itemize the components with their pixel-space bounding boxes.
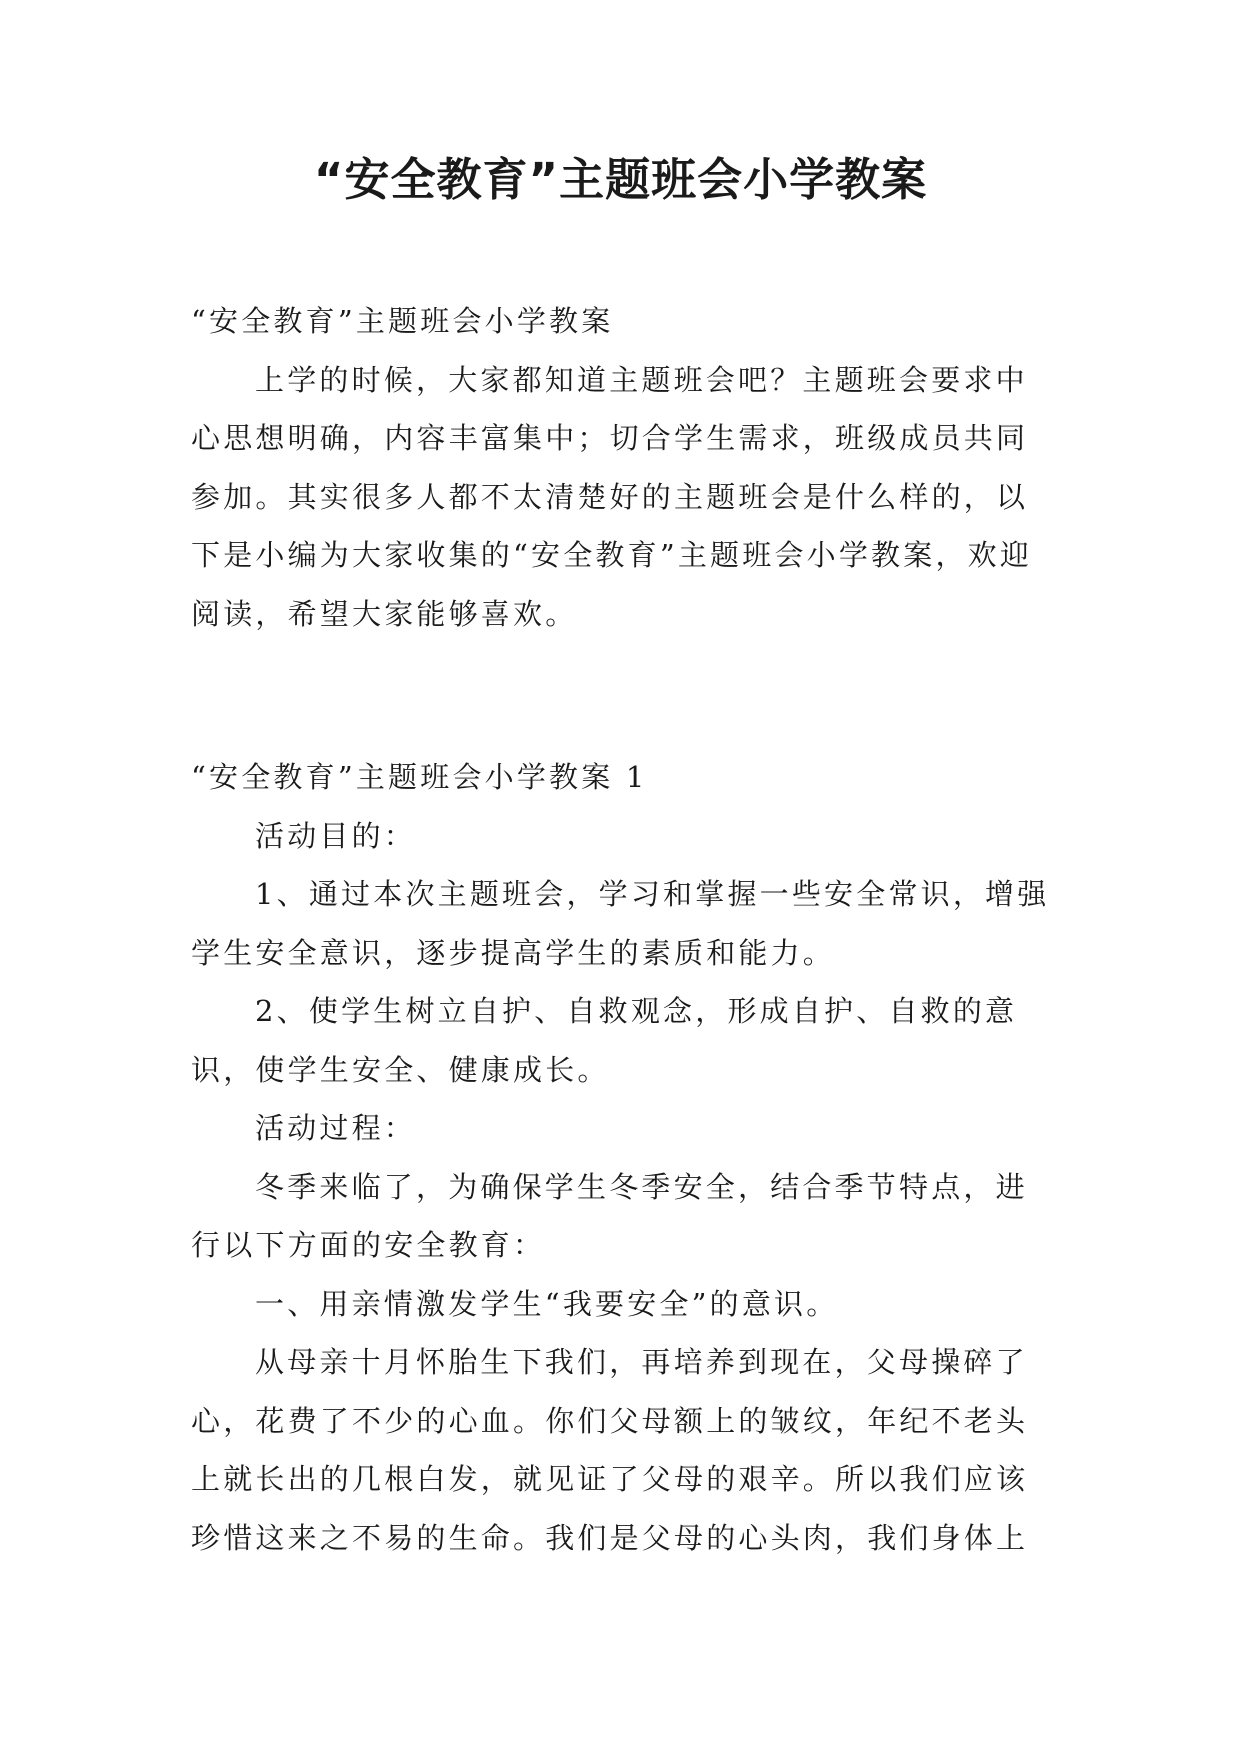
goal-label: 活动目的： [255,818,417,853]
goal-item-1: 1、通过本次主题班会，学习和掌握一些安全常识，增强学生安全意识，逐步提高学生的素质和能力。 [191,877,1050,970]
section-heading: “安全教育”主题班会小学教案 1 [191,760,648,794]
intro-heading: “安全教育”主题班会小学教案 [191,304,614,338]
point-1-text: 从母亲十月怀胎生下我们，再培养到现在，父母操碎了心，花费了不少的心血。你们父母额上的皱纹，年纪不老头上就长出的几根白发，就见证了父母的艰辛。所以我们应该珍惜这来之不易的生命。我们是父母的心头肉，我们身体上 [191,1345,1029,1555]
goal-item-2: 2、使学生树立自护、自救观念，形成自护、自救的意识，使学生安全、健康成长。 [191,994,1018,1087]
intro-paragraph: 上学的时候，大家都知道主题班会吧？主题班会要求中心思想明确，内容丰富集中；切合学生需求，班级成员共同参加。其实很多人都不太清楚好的主题班会是什么样的，以下是小编为大家收集的“安全教育”主题班会小学教案，欢迎阅读，希望大家能够喜欢。 [191,362,1033,631]
point-1-heading: 一、用亲情激发学生“我要安全”的意识。 [255,1286,839,1321]
process-label: 活动过程： [255,1111,417,1145]
intro-section [191,292,1059,643]
lesson-plan-1-section [191,748,1059,1567]
document-title: “安全教育”主题班会小学教案 [313,153,928,206]
process-intro: 冬季来临了，为确保学生冬季安全，结合季节特点，进行以下方面的安全教育： [191,1169,1028,1262]
